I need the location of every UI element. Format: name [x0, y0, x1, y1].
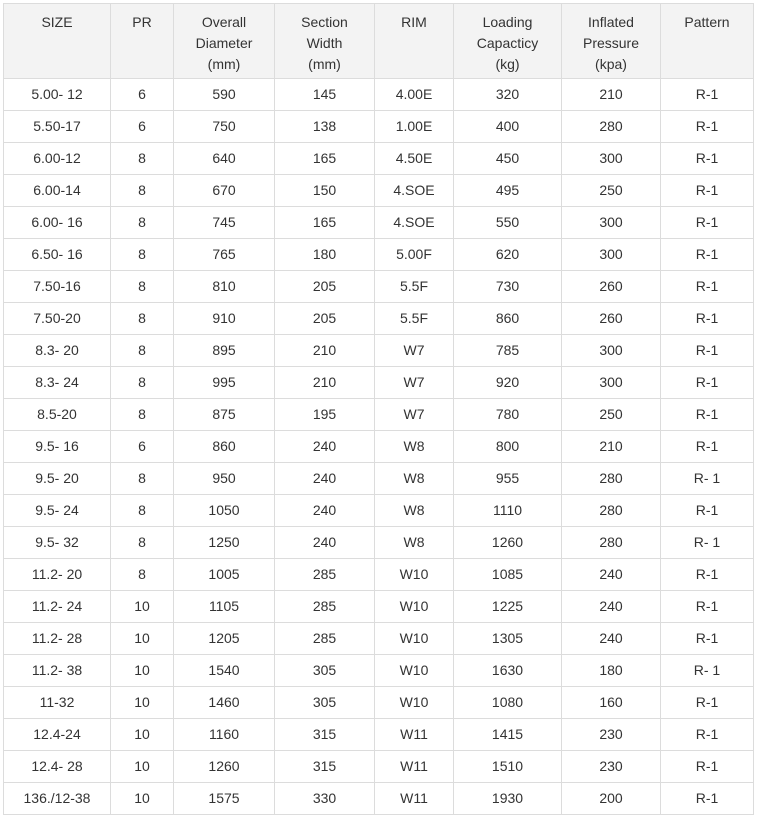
cell-pattern: R- 1	[661, 463, 754, 495]
cell-section-width: 285	[275, 623, 375, 655]
cell-inflated-pressure: 300	[562, 143, 661, 175]
cell-size: 6.00-14	[4, 175, 111, 207]
cell-pattern: R- 1	[661, 527, 754, 559]
table-body	[4, 79, 754, 815]
col-header-loading-capacity	[454, 4, 562, 79]
cell-size: 7.50-16	[4, 271, 111, 303]
cell-loading-capacity: 1630	[454, 655, 562, 687]
cell-overall-diameter: 1105	[174, 591, 275, 623]
header-row	[4, 4, 754, 79]
header-line: Overall	[201, 14, 247, 30]
cell-pr: 8	[111, 527, 174, 559]
cell-pr: 8	[111, 495, 174, 527]
cell-loading-capacity: 620	[454, 239, 562, 271]
cell-loading-capacity: 780	[454, 399, 562, 431]
cell-inflated-pressure: 250	[562, 175, 661, 207]
cell-pattern: R-1	[661, 175, 754, 207]
cell-pr: 6	[111, 111, 174, 143]
cell-size: 11.2- 24	[4, 591, 111, 623]
cell-pr: 8	[111, 335, 174, 367]
cell-pattern: R-1	[661, 207, 754, 239]
cell-inflated-pressure: 240	[562, 591, 661, 623]
header-line: (mm)	[207, 56, 241, 72]
cell-loading-capacity: 320	[454, 79, 562, 111]
table-row	[4, 335, 754, 367]
cell-rim: W8	[375, 495, 454, 527]
table-row	[4, 751, 754, 783]
cell-section-width: 305	[275, 655, 375, 687]
cell-rim: 1.00E	[375, 111, 454, 143]
cell-pattern: R-1	[661, 239, 754, 271]
cell-section-width: 195	[275, 399, 375, 431]
cell-rim: W8	[375, 431, 454, 463]
cell-section-width: 210	[275, 335, 375, 367]
cell-size: 8.3- 20	[4, 335, 111, 367]
cell-section-width: 138	[275, 111, 375, 143]
cell-size: 9.5- 24	[4, 495, 111, 527]
cell-loading-capacity: 730	[454, 271, 562, 303]
cell-pattern: R-1	[661, 431, 754, 463]
cell-loading-capacity: 450	[454, 143, 562, 175]
cell-overall-diameter: 950	[174, 463, 275, 495]
header-line: Section	[301, 14, 348, 30]
cell-overall-diameter: 1160	[174, 719, 275, 751]
cell-inflated-pressure: 180	[562, 655, 661, 687]
col-header-rim	[375, 4, 454, 79]
cell-inflated-pressure: 200	[562, 783, 661, 815]
cell-inflated-pressure: 300	[562, 239, 661, 271]
cell-overall-diameter: 910	[174, 303, 275, 335]
cell-pr: 8	[111, 175, 174, 207]
table-header	[4, 4, 754, 79]
cell-overall-diameter: 1005	[174, 559, 275, 591]
header-line: Width	[306, 35, 343, 51]
cell-pr: 8	[111, 239, 174, 271]
cell-pr: 10	[111, 751, 174, 783]
table-row	[4, 527, 754, 559]
cell-pattern: R-1	[661, 303, 754, 335]
cell-size: 6.00- 16	[4, 207, 111, 239]
cell-loading-capacity: 955	[454, 463, 562, 495]
cell-rim: W11	[375, 719, 454, 751]
cell-section-width: 205	[275, 271, 375, 303]
header-line: RIM	[401, 14, 427, 30]
cell-inflated-pressure: 280	[562, 527, 661, 559]
header-line: (kg)	[495, 56, 520, 72]
cell-loading-capacity: 495	[454, 175, 562, 207]
cell-size: 6.50- 16	[4, 239, 111, 271]
cell-inflated-pressure: 230	[562, 719, 661, 751]
cell-inflated-pressure: 300	[562, 335, 661, 367]
cell-size: 11-32	[4, 687, 111, 719]
cell-pr: 8	[111, 207, 174, 239]
col-header-size	[4, 4, 111, 79]
cell-inflated-pressure: 280	[562, 111, 661, 143]
cell-pattern: R-1	[661, 271, 754, 303]
cell-pattern: R-1	[661, 751, 754, 783]
cell-pr: 8	[111, 463, 174, 495]
header-line: Pattern	[684, 14, 730, 30]
cell-rim: W8	[375, 527, 454, 559]
cell-pr: 8	[111, 399, 174, 431]
cell-overall-diameter: 995	[174, 367, 275, 399]
cell-section-width: 145	[275, 79, 375, 111]
header-line: (kpa)	[595, 56, 627, 72]
cell-inflated-pressure: 230	[562, 751, 661, 783]
cell-pattern: R-1	[661, 335, 754, 367]
cell-overall-diameter: 1460	[174, 687, 275, 719]
col-header-section-width	[275, 4, 375, 79]
cell-pr: 8	[111, 367, 174, 399]
table-row	[4, 463, 754, 495]
cell-rim: W11	[375, 783, 454, 815]
cell-inflated-pressure: 250	[562, 399, 661, 431]
cell-size: 136./12-38	[4, 783, 111, 815]
cell-loading-capacity: 1930	[454, 783, 562, 815]
cell-pr: 10	[111, 655, 174, 687]
cell-loading-capacity: 1305	[454, 623, 562, 655]
cell-size: 5.50-17	[4, 111, 111, 143]
cell-rim: W10	[375, 559, 454, 591]
cell-loading-capacity: 860	[454, 303, 562, 335]
cell-rim: W11	[375, 751, 454, 783]
cell-pr: 8	[111, 143, 174, 175]
cell-pattern: R-1	[661, 591, 754, 623]
cell-overall-diameter: 895	[174, 335, 275, 367]
cell-section-width: 285	[275, 559, 375, 591]
cell-size: 12.4- 28	[4, 751, 111, 783]
col-header-inflated-pressure	[562, 4, 661, 79]
tire-spec-table	[3, 3, 754, 815]
cell-overall-diameter: 765	[174, 239, 275, 271]
cell-size: 8.5-20	[4, 399, 111, 431]
cell-overall-diameter: 1260	[174, 751, 275, 783]
table-row	[4, 495, 754, 527]
col-header-overall-diameter	[174, 4, 275, 79]
cell-loading-capacity: 550	[454, 207, 562, 239]
cell-section-width: 240	[275, 495, 375, 527]
cell-overall-diameter: 810	[174, 271, 275, 303]
cell-loading-capacity: 1415	[454, 719, 562, 751]
cell-rim: W7	[375, 399, 454, 431]
cell-pattern: R-1	[661, 559, 754, 591]
cell-size: 9.5- 32	[4, 527, 111, 559]
table-row	[4, 79, 754, 111]
cell-rim: 4.00E	[375, 79, 454, 111]
table-row	[4, 175, 754, 207]
header-line: PR	[132, 14, 152, 30]
cell-pattern: R- 1	[661, 655, 754, 687]
cell-loading-capacity: 1085	[454, 559, 562, 591]
cell-rim: 4.SOE	[375, 175, 454, 207]
cell-pattern: R-1	[661, 719, 754, 751]
cell-overall-diameter: 860	[174, 431, 275, 463]
cell-rim: W8	[375, 463, 454, 495]
cell-section-width: 210	[275, 367, 375, 399]
cell-rim: 5.5F	[375, 303, 454, 335]
cell-overall-diameter: 590	[174, 79, 275, 111]
cell-pr: 10	[111, 783, 174, 815]
cell-pattern: R-1	[661, 143, 754, 175]
table-row	[4, 719, 754, 751]
table-row	[4, 399, 754, 431]
cell-overall-diameter: 1050	[174, 495, 275, 527]
cell-inflated-pressure: 280	[562, 495, 661, 527]
table-row	[4, 239, 754, 271]
cell-loading-capacity: 1110	[454, 495, 562, 527]
table-row	[4, 559, 754, 591]
cell-section-width: 315	[275, 719, 375, 751]
cell-loading-capacity: 920	[454, 367, 562, 399]
cell-size: 7.50-20	[4, 303, 111, 335]
table-row	[4, 367, 754, 399]
cell-overall-diameter: 1540	[174, 655, 275, 687]
cell-loading-capacity: 400	[454, 111, 562, 143]
table-row	[4, 655, 754, 687]
cell-rim: W10	[375, 655, 454, 687]
cell-overall-diameter: 1575	[174, 783, 275, 815]
cell-section-width: 285	[275, 591, 375, 623]
cell-pr: 8	[111, 559, 174, 591]
cell-section-width: 165	[275, 143, 375, 175]
header-line: (mm)	[308, 56, 341, 72]
cell-inflated-pressure: 260	[562, 271, 661, 303]
cell-inflated-pressure: 210	[562, 431, 661, 463]
cell-loading-capacity: 800	[454, 431, 562, 463]
cell-overall-diameter: 875	[174, 399, 275, 431]
cell-size: 6.00-12	[4, 143, 111, 175]
cell-pattern: R-1	[661, 111, 754, 143]
header-line: Diameter	[195, 35, 253, 51]
table-row	[4, 623, 754, 655]
cell-inflated-pressure: 210	[562, 79, 661, 111]
cell-pattern: R-1	[661, 495, 754, 527]
cell-size: 9.5- 20	[4, 463, 111, 495]
col-header-pattern	[661, 4, 754, 79]
cell-pr: 10	[111, 591, 174, 623]
table-row	[4, 271, 754, 303]
cell-overall-diameter: 745	[174, 207, 275, 239]
header-line: Capacticy	[476, 35, 539, 51]
cell-pattern: R-1	[661, 623, 754, 655]
table-row	[4, 591, 754, 623]
cell-rim: W10	[375, 623, 454, 655]
cell-inflated-pressure: 300	[562, 367, 661, 399]
cell-inflated-pressure: 300	[562, 207, 661, 239]
cell-section-width: 240	[275, 431, 375, 463]
cell-inflated-pressure: 260	[562, 303, 661, 335]
cell-pr: 10	[111, 719, 174, 751]
cell-section-width: 180	[275, 239, 375, 271]
table-row	[4, 143, 754, 175]
cell-section-width: 240	[275, 463, 375, 495]
cell-inflated-pressure: 240	[562, 623, 661, 655]
cell-pattern: R-1	[661, 399, 754, 431]
cell-rim: 5.5F	[375, 271, 454, 303]
header-line: SIZE	[41, 14, 73, 30]
cell-size: 12.4-24	[4, 719, 111, 751]
cell-pattern: R-1	[661, 783, 754, 815]
cell-section-width: 150	[275, 175, 375, 207]
table-row	[4, 111, 754, 143]
cell-loading-capacity: 1510	[454, 751, 562, 783]
table-row	[4, 431, 754, 463]
cell-overall-diameter: 750	[174, 111, 275, 143]
cell-overall-diameter: 640	[174, 143, 275, 175]
cell-pr: 8	[111, 271, 174, 303]
cell-loading-capacity: 785	[454, 335, 562, 367]
cell-pr: 10	[111, 623, 174, 655]
cell-rim: 4.50E	[375, 143, 454, 175]
cell-pattern: R-1	[661, 367, 754, 399]
header-line: Loading	[482, 14, 533, 30]
header-line: Inflated	[588, 14, 634, 30]
cell-pr: 8	[111, 303, 174, 335]
cell-overall-diameter: 1205	[174, 623, 275, 655]
cell-rim: W7	[375, 335, 454, 367]
col-header-pr	[111, 4, 174, 79]
cell-size: 5.00- 12	[4, 79, 111, 111]
cell-section-width: 165	[275, 207, 375, 239]
cell-rim: W10	[375, 687, 454, 719]
cell-overall-diameter: 670	[174, 175, 275, 207]
cell-rim: 4.SOE	[375, 207, 454, 239]
cell-loading-capacity: 1260	[454, 527, 562, 559]
cell-inflated-pressure: 160	[562, 687, 661, 719]
cell-pattern: R-1	[661, 79, 754, 111]
cell-pr: 10	[111, 687, 174, 719]
cell-loading-capacity: 1225	[454, 591, 562, 623]
cell-rim: W7	[375, 367, 454, 399]
cell-pattern: R-1	[661, 687, 754, 719]
table-row	[4, 687, 754, 719]
cell-section-width: 305	[275, 687, 375, 719]
cell-pr: 6	[111, 431, 174, 463]
table-row	[4, 303, 754, 335]
cell-rim: W10	[375, 591, 454, 623]
cell-rim: 5.00F	[375, 239, 454, 271]
cell-size: 11.2- 20	[4, 559, 111, 591]
cell-pr: 6	[111, 79, 174, 111]
header-line: Pressure	[582, 35, 640, 51]
cell-size: 9.5- 16	[4, 431, 111, 463]
table-row	[4, 207, 754, 239]
cell-section-width: 315	[275, 751, 375, 783]
cell-overall-diameter: 1250	[174, 527, 275, 559]
cell-size: 11.2- 38	[4, 655, 111, 687]
cell-section-width: 240	[275, 527, 375, 559]
cell-size: 8.3- 24	[4, 367, 111, 399]
cell-size: 11.2- 28	[4, 623, 111, 655]
cell-loading-capacity: 1080	[454, 687, 562, 719]
cell-section-width: 330	[275, 783, 375, 815]
cell-inflated-pressure: 240	[562, 559, 661, 591]
cell-section-width: 205	[275, 303, 375, 335]
cell-inflated-pressure: 280	[562, 463, 661, 495]
